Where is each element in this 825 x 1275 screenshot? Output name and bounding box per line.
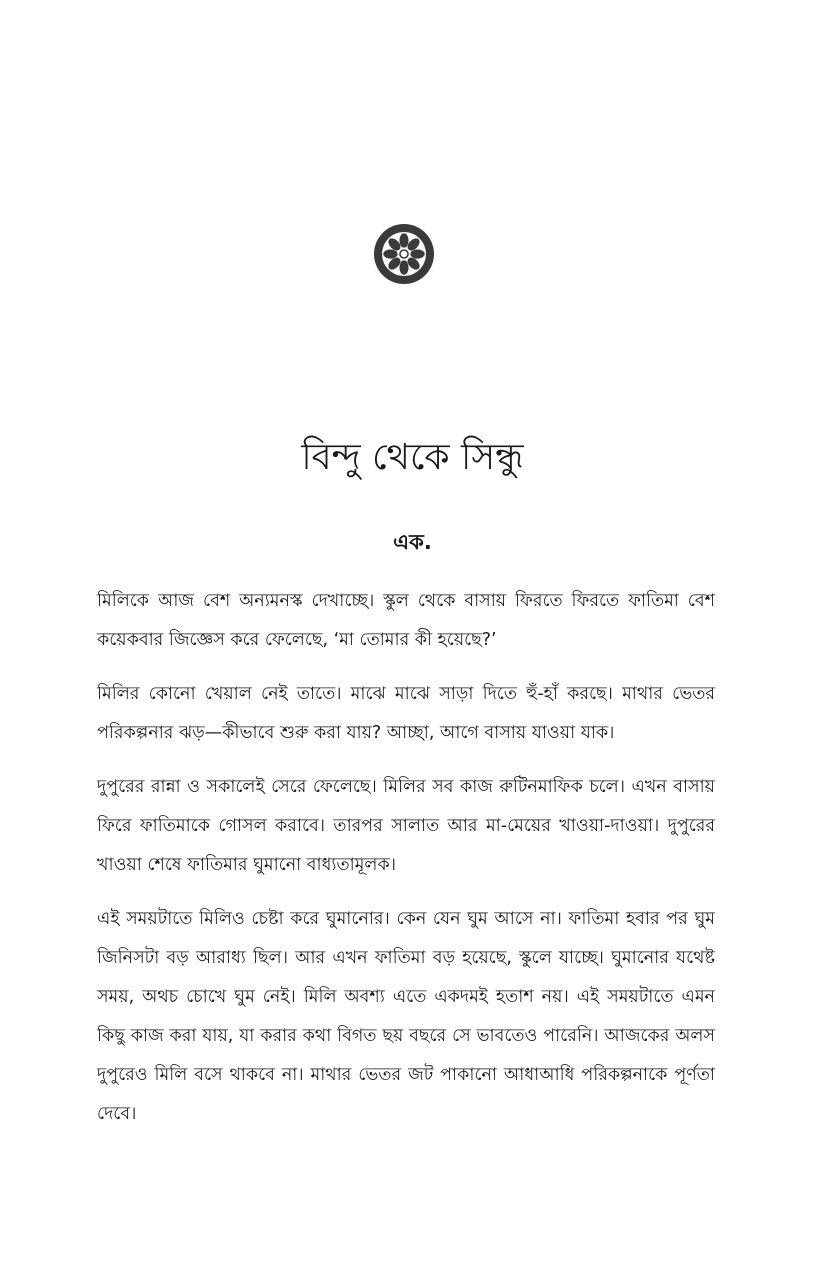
section-heading: এক. — [393, 530, 432, 554]
chapter-body — [97, 582, 715, 1149]
paragraph: মিলিকে আজ বেশ অন্যমনস্ক দেখাচ্ছে। স্কুল থেকে বাসায় ফিরতে ফিরতে ফাতিমা বেশ কয়েকবার জিজ্ঞেস করে ফেলেছে, ‘মা তোমার কী হয়েছে?’ — [97, 591, 715, 650]
paragraph: এই সময়টাতে মিলিও চেষ্টা করে ঘুমানোর। কেন যেন ঘুম আসে না। ফাতিমা হবার পর ঘুম জিনিসটা বড় আরাধ্য ছিল। আর এখন ফাতিমা বড় হয়েছে, স্কুলে যাচ্ছে। ঘুমানোর যথেষ্ট সময়, অথচ চোখে ঘুম নেই। মিলি অবশ্য এতে একদমই হতাশ নয়। এই সময়টাতে এমন কিছু কাজ করা যায়, যা করার কথা বিগত ছয় বছরে সে ভাবতেও পারেনি। আজকের অলস দুপুরেও মিলি বসে থাকবে না। মাথার ভেতর জট পাকানো আধাআধি পরিকল্পনাকে পূর্ণতা দেবে। — [97, 909, 715, 1124]
chapter-title: বিন্দু থেকে সিন্ধু — [301, 437, 524, 478]
wheel-flower-icon — [373, 223, 435, 285]
paragraph: মিলির কোনো খেয়াল নেই তাতে। মাঝে মাঝে সাড়া দিতে হুঁ-হাঁ করছে। মাথার ভেতর পরিকল্পনার ঝড়—কীভাবে শুরু করা যায়? আচ্ছা, আগে বাসায় যাওয়া যাক। — [97, 684, 715, 743]
paragraph: দুপুরের রান্না ও সকালেই সেরে ফেলেছে। মিলির সব কাজ রুটিনমাফিক চলে। এখন বাসায় ফিরে ফাতিমাকে গোসল করাবে। তারপর সালাত আর মা-মেয়ের খাওয়া-দাওয়া। দুপুরের খাওয়া শেষে ফাতিমার ঘুমানো বাধ্যতামূলক। — [97, 777, 715, 875]
